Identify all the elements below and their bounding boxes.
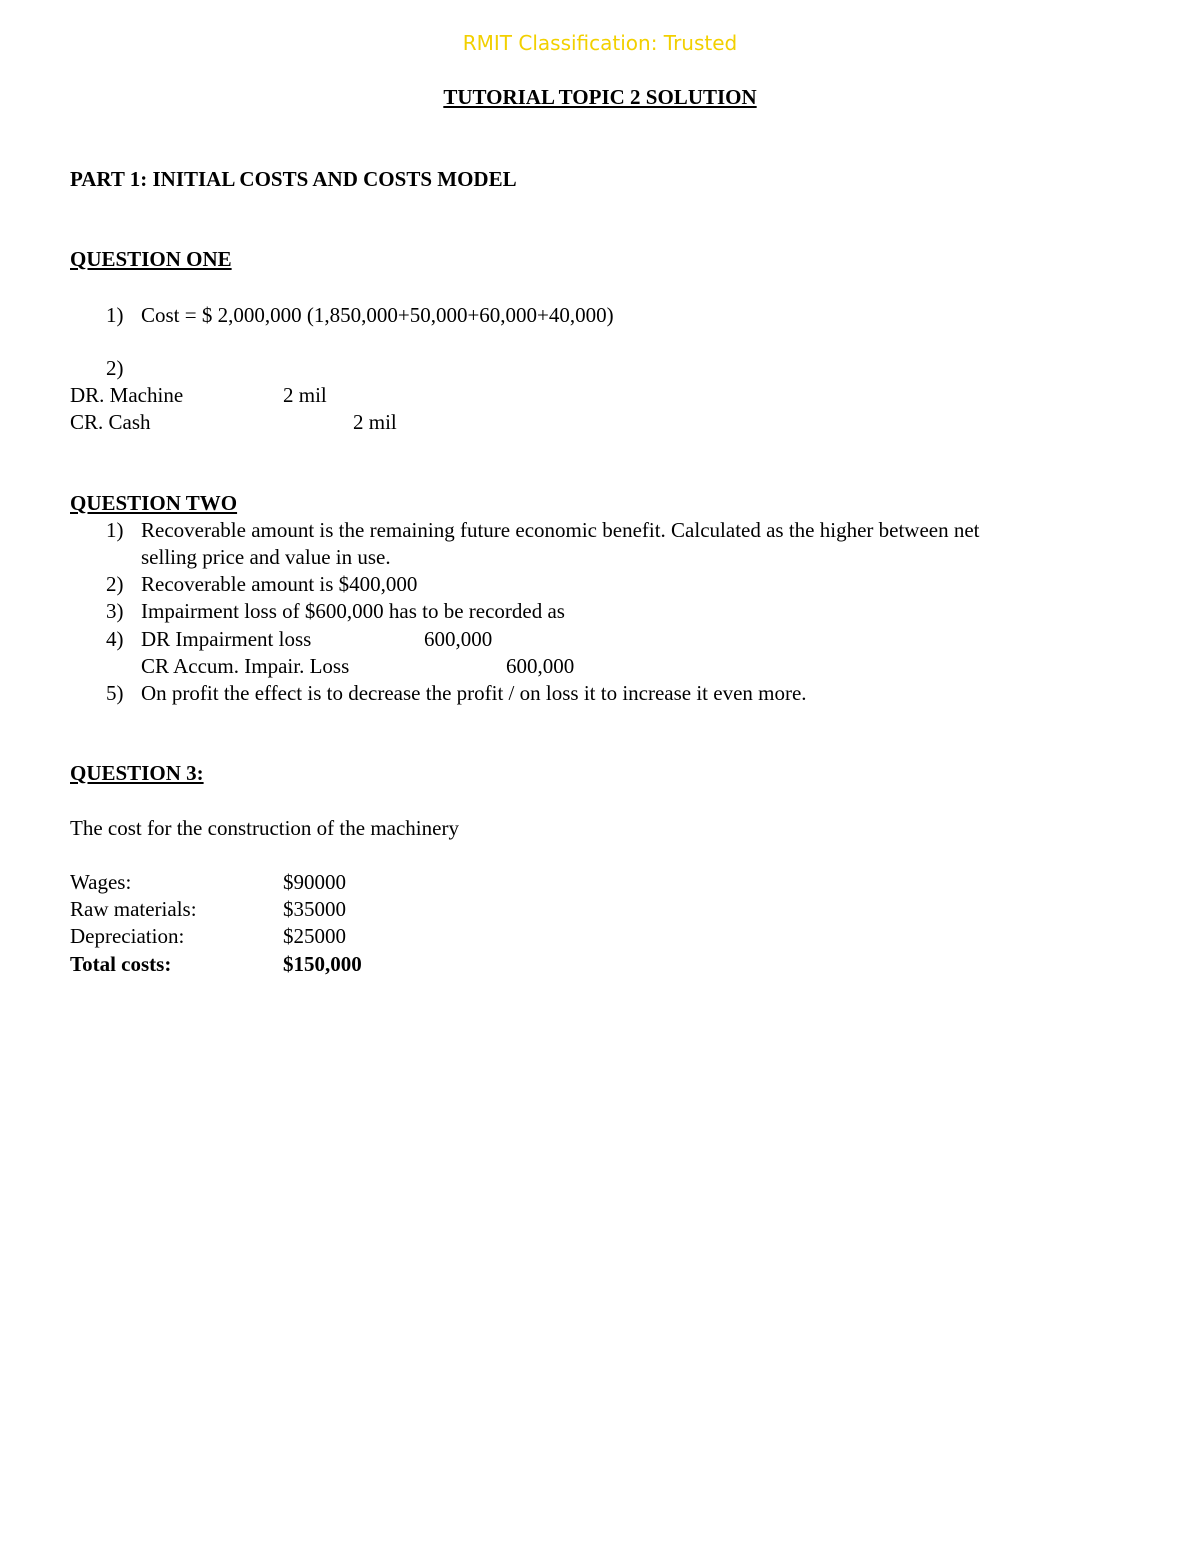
cost-row-label: Depreciation: (70, 924, 185, 948)
q2-item-text: Recoverable amount is $400,000 (141, 572, 418, 596)
q2-item-text-continued: selling price and value in use. (141, 545, 391, 569)
cost-row-label: Wages: (70, 870, 132, 894)
q1-item-number: 2) (106, 356, 124, 380)
q1-item-text: Cost = $ 2,000,000 (1,850,000+50,000+60,000+40,000) (141, 303, 614, 327)
document-title: TUTORIAL TOPIC 2 SOLUTION (443, 85, 757, 109)
question-two-heading: QUESTION TWO (70, 491, 238, 515)
impairment-cr-label: CR Accum. Impair. Loss (141, 654, 350, 678)
total-costs-value: $150,000 (283, 952, 362, 976)
q2-item-text: Recoverable amount is the remaining future economic benefit. Calculated as the higher between net (141, 518, 980, 542)
q2-item-number: 4) (106, 627, 124, 651)
impairment-cr-value: 600,000 (506, 654, 575, 678)
journal-cr-value: 2 mil (353, 410, 397, 434)
journal-dr-label: DR. Machine (70, 383, 184, 407)
q2-item-number: 2) (106, 572, 124, 596)
journal-dr-value: 2 mil (283, 383, 327, 407)
part1-heading: PART 1: INITIAL COSTS AND COSTS MODEL (70, 167, 517, 191)
journal-cr-label: CR. Cash (70, 410, 151, 434)
cost-row-label: Raw materials: (70, 897, 197, 921)
q2-item-text: Impairment loss of $600,000 has to be recorded as (141, 599, 565, 623)
cost-row-value: $35000 (283, 897, 346, 921)
impairment-dr-label: DR Impairment loss (141, 627, 312, 651)
question-three-heading: QUESTION 3: (70, 761, 204, 785)
impairment-dr-value: 600,000 (424, 627, 493, 651)
q1-item-number: 1) (106, 303, 124, 327)
cost-row-value: $90000 (283, 870, 346, 894)
q2-item-number: 1) (106, 518, 124, 542)
q2-item-number: 3) (106, 599, 124, 623)
question-one-heading: QUESTION ONE (70, 247, 232, 271)
q2-item-text: On profit the effect is to decrease the profit / on loss it to increase it even more. (141, 681, 807, 705)
cost-row-value: $25000 (283, 924, 346, 948)
q2-item-number: 5) (106, 681, 124, 705)
q3-intro-text: The cost for the construction of the machinery (70, 816, 459, 840)
classification-label: RMIT Classification: Trusted (462, 31, 738, 55)
total-costs-label: Total costs: (70, 952, 172, 976)
